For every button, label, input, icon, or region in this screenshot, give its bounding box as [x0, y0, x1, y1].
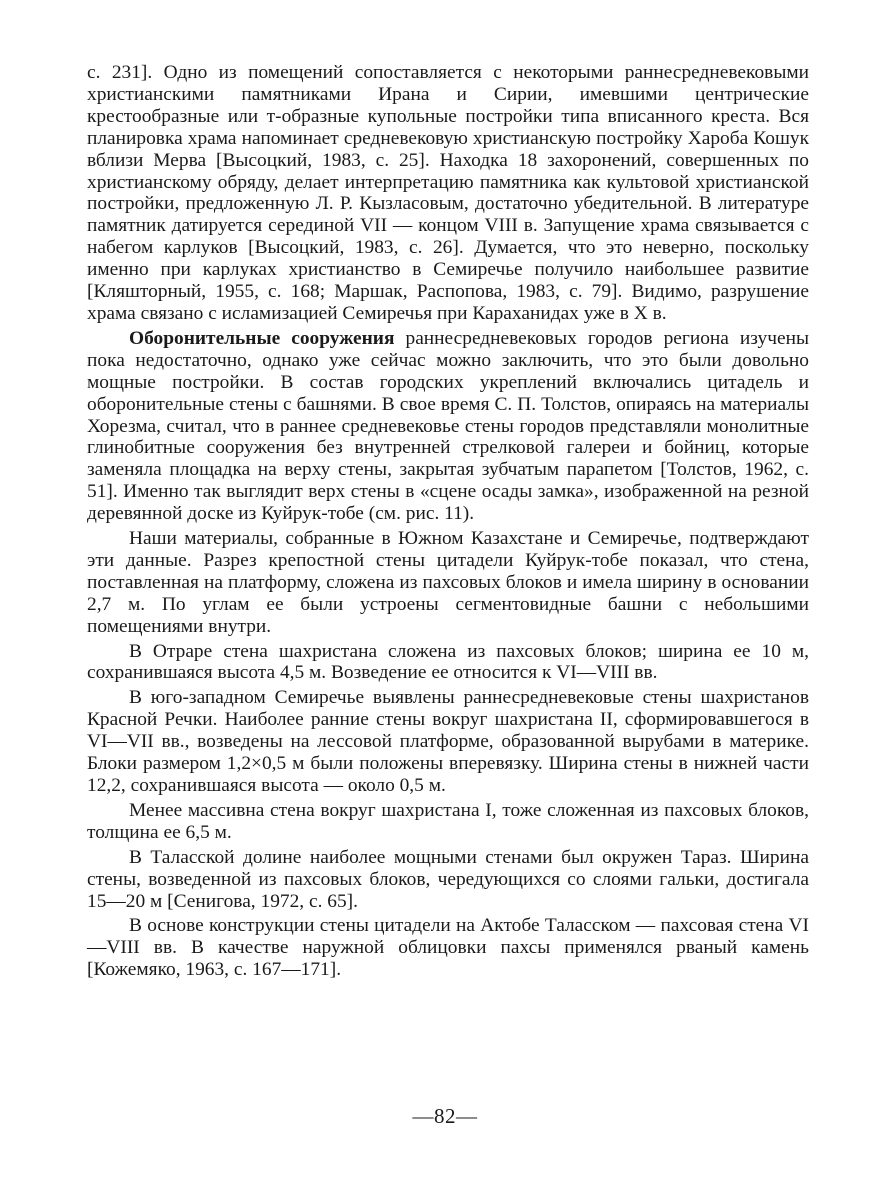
- paragraph-aktobe: В основе конструкции стены цитадели на Актобе Таласском — пахсовая стена VI—VIII вв. В качестве наружной облицовки пахсы применялся рваный камень [Кожемяко, 1963, с. 167—171].: [87, 915, 809, 981]
- body-text: [87, 62, 809, 981]
- paragraph-christian-temple: с. 231]. Одно из помещений сопоставляется с некоторыми раннесредневековыми христианскими памятниками Ирана и Сирии, имевшими центрические крестообразные или т-образные купольные постройки типа вписанного креста. Вся планировка храма напоминает средневековую христианскую постройку Хароба Кошук вблизи Мерва [Высоцкий, 1983, с. 25]. Находка 18 захоронений, совершенных по христианскому обряду, делает интерпретацию памятника как культовой христианской постройки, предложенную Л. Р. Кызласовым, достаточно убедительной. В литературе памятник датируется серединой VII — концом VIII в. Запущение храма связывается с набегом карлуков [Высоцкий, 1983, с. 26]. Думается, что это неверно, поскольку именно при карлуках христианство в Семиречье получило наибольшее развитие [Кляшторный, 1955, с. 168; Маршак, Распопова, 1983, с. 79]. Видимо, разрушение храма связано с исламизацией Семиречья при Караханидах уже в X в.: [87, 62, 809, 324]
- paragraph-taraz: В Таласской долине наиболее мощными стенами был окружен Тараз. Ширина стены, возведенной из пахсовых блоков, чередующихся со слоями гальки, достигала 15—20 м [Сенигова, 1972, с. 65].: [87, 846, 809, 912]
- section-heading-fortifications: Оборонительные сооружения: [129, 327, 395, 349]
- paragraph-kuyruk-tobe: Наши материалы, собранные в Южном Казахстане и Семиречье, подтверждают эти данные. Разрез крепостной стены цитадели Куйрук-тобе показал, что стена, поставленная на платформу, сложена из пахсовых блоков и имела ширину в основании 2,7 м. По углам ее были устроены сегментовидные башни с небольшими помещениями внутри.: [87, 528, 809, 637]
- paragraph-fortifications: [87, 328, 809, 525]
- paragraph-shahristan-one: Менее массивна стена вокруг шахристана I, тоже сложенная из пахсовых блоков, толщина ее 6,5 м.: [87, 799, 809, 843]
- paragraph-otrar: В Отраре стена шахристана сложена из пахсовых блоков; ширина ее 10 м, сохранившаяся высота 4,5 м. Возведение ее относится к VI—VIII вв.: [87, 640, 809, 684]
- page-number: —82—: [412, 1104, 478, 1128]
- paragraph-krasnaya-rechka: В юго-западном Семиречье выявлены раннесредневековые стены шахристанов Красной Речки. Наиболее ранние стены вокруг шахристана II, сформировавшегося в VI—VII вв., возведены на лессовой платформе, образованной вырубами в материке. Блоки размером 1,2×0,5 м были положены вперевязку. Ширина стены в нижней части 12,2, сохранившаяся высота — около 0,5 м.: [87, 687, 809, 796]
- paragraph-fortifications-text: раннесредневековых городов региона изучены пока недостаточно, однако уже сейчас можно заключить, что это были довольно мощные постройки. В состав городских укреплений включались цитадель и оборонительные стены с башнями. В свое время С. П. Толстов, опираясь на материалы Хорезма, считал, что в раннее средневековье стены городов представляли монолитные глинобитные сооружения без внутренней стрелковой галереи и бойниц, которые заменяла площадка на верху стены, закрытая зубчатым парапетом [Толстов, 1962, с. 51]. Именно так выглядит верх стены в «сцене осады замка», изображенной на резной деревянной доске из Куйрук-тобе (см. рис. 11).: [87, 327, 809, 525]
